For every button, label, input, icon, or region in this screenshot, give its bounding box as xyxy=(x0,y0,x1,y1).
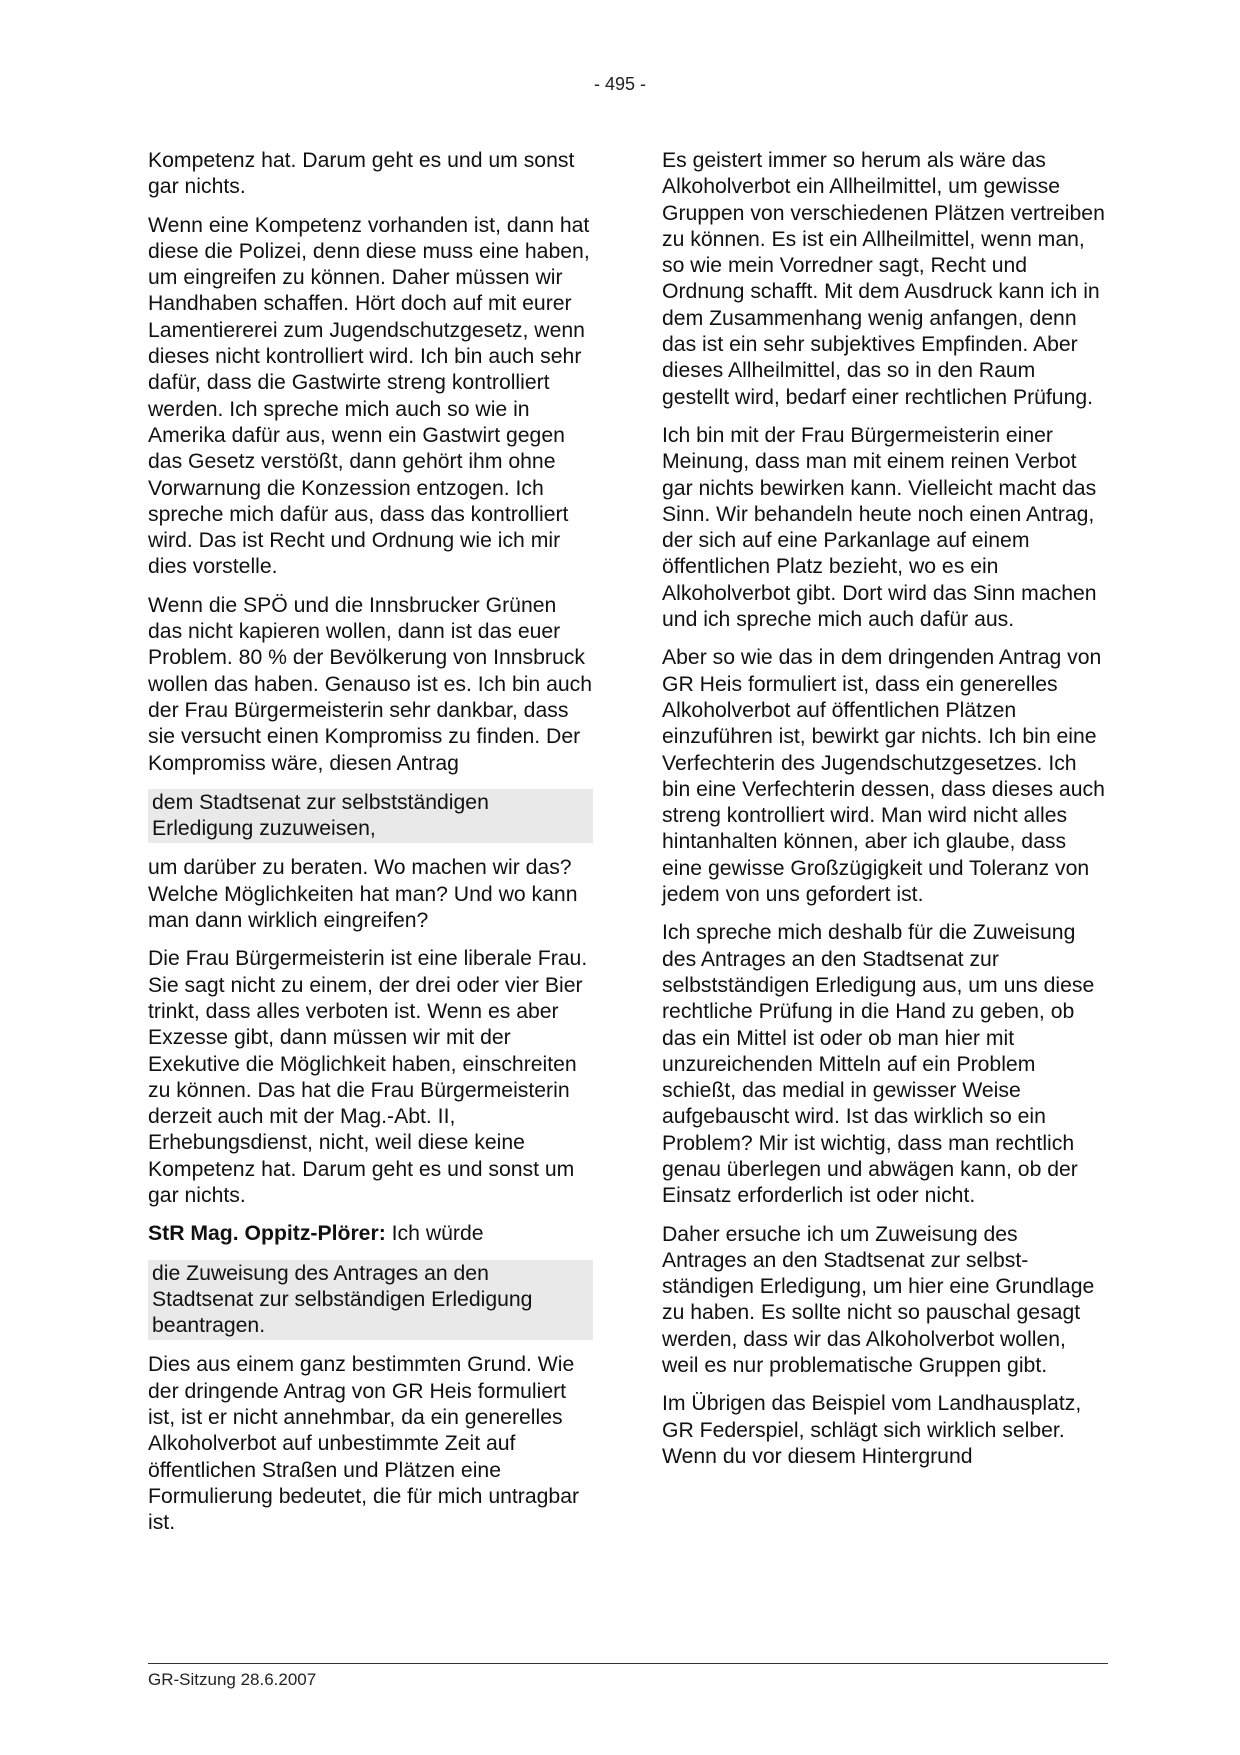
paragraph: Ich bin mit der Frau Bürgermeisterin einer Meinung, dass man mit einem reinen Verbot gar nichts bewirken kann. Vielleicht macht das Sinn. Wir behandeln heute noch einen Antrag, der sich auf eine Parkanlage auf einem öffentlichen Platz bezieht, wo es ein Alkoholverbot gibt. Dort wird das Sinn machen und ich spreche mich auch dafür aus. xyxy=(662,423,1097,632)
speaker-text: Ich würde xyxy=(385,1222,484,1246)
speaker-paragraph xyxy=(148,1221,593,1247)
paragraph: Dies aus einem ganz bestimmten Grund. Wie der dringende Antrag von GR Heis formuliert ist, ist er nicht annehmbar, da ein generelles Alkoholverbot auf unbestimmte Zeit auf öffentlichen Straßen und Plätzen eine Formulierung bedeutet, die für mich untragbar ist. xyxy=(148,1353,580,1535)
paragraph: Im Übrigen das Beispiel vom Landhausplatz, GR Federspiel, schlägt sich wirklich selber. Wenn du vor diesem Hintergrund xyxy=(662,1392,1082,1468)
paragraph: Es geistert immer so herum als wäre das Alkoholverbot ein Allheilmittel, um gewisse Gruppen von verschiedenen Plätzen vertreiben zu können. Es ist ein Allheilmittel, wenn man, so wie mein Vorredner sagt, Recht und Ordnung schafft. Mit dem Ausdruck kann ich in dem Zusammenhang wenig anfangen, denn das ist ein sehr subjektives Empfinden. Aber dieses Allheilmittel, das so in den Raum gestellt wird, bedarf einer rechtlichen Prüfung. xyxy=(662,149,1105,409)
paragraph: Ich spreche mich deshalb für die Zuweisung des Antrages an den Stadtsenat zur selbstständigen Erledigung aus, um uns diese rechtliche Prüfung in die Hand zu geben, ob das ein Mittel ist oder ob man hier mit unzureichenden Mitteln auf ein Problem schießt, das medial in gewisser Weise aufgebauscht wird. Ist das wirklich so ein Problem? Mir ist wichtig, dass man rechtlich genau überlegen und abwägen kann, ob der Einsatz erforderlich ist oder nicht. xyxy=(662,921,1095,1208)
footer-divider xyxy=(148,1663,1108,1664)
paragraph: Daher ersuche ich um Zuweisung des Antrages an den Stadtsenat zur selbstständigen Erledigung, um hier eine Grundlage zu haben. Es sollte nicht so pauschal gesagt werden, dass wir das Alkoholverbot wollen, weil es nur problematische Gruppen gibt. xyxy=(662,1222,1095,1378)
footer-session-date: GR-Sitzung 28.6.2007 xyxy=(148,1670,317,1689)
paragraph: Wenn eine Kompetenz vorhanden ist, dann hat diese die Polizei, denn diese muss eine haben, um eingreifen zu können. Daher müssen wir Handhaben schaffen. Hört doch auf mit eurer Lamentiererei zum Jugendschutzgesetz, wenn dieses nicht kontrolliert wird. Ich bin auch sehr dafür, dass die Gastwirte streng kontrolliert werden. Ich spreche mich auch so wie in Amerika dafür aus, wenn ein Gastwirt gegen das Gesetz verstößt, dann gehört ihm ohne Vorwarnung die Konzession entzogen. Ich spreche mich dafür aus, dass das kontrolliert wird. Das ist Recht und Ordnung wie ich mir dies vorstelle. xyxy=(148,213,590,579)
page-number: - 495 - xyxy=(593,74,647,94)
paragraph: Kompetenz hat. Darum geht es und um sonst gar nichts. xyxy=(148,149,575,199)
paragraph: Wenn die SPÖ und die Innsbrucker Grünen das nicht kapieren wollen, dann ist das euer Problem. 80 % der Bevölkerung von Innsbruck wollen das haben. Genauso ist es. Ich bin auch der Frau Bürgermeisterin sehr dankbar, dass sie versucht einen Kompromiss zu finden. Der Kompromiss wäre, diesen Antrag xyxy=(148,593,593,775)
motion-highlight: dem Stadtsenat zur selbstständigen Erledigung zuzuweisen, xyxy=(148,789,593,844)
paragraph: um darüber zu beraten. Wo machen wir das? Welche Möglichkeiten hat man? Und wo kann man dann wirklich eingreifen? xyxy=(148,856,578,933)
paragraph: Aber so wie das in dem dringenden Antrag von GR Heis formuliert ist, dass ein generelles Alkoholverbot auf öffentlichen Plätzen einzuführen ist, bewirkt gar nichts. Ich bin eine Verfechterin des Jugendschutzgesetzes. Ich bin eine Verfechterin dessen, dass dieses auch streng kontrolliert wird. Man wird nicht alles hintanhalten können, aber ich glaube, dass eine gewisse Großzügigkeit und Toleranz von jedem von uns gefordert ist. xyxy=(662,646,1105,907)
paragraph: Die Frau Bürgermeisterin ist eine liberale Frau. Sie sagt nicht zu einem, der drei oder vier Bier trinkt, dass alles verboten ist. Wenn es aber Exzesse gibt, dann müssen wir mit der Exekutive die Möglichkeit haben, einschreiten zu können. Das hat die Frau Bürgermeisterin derzeit auch mit der Mag.-Abt. II, Erhebungsdienst, nicht, weil diese keine Kompetenz hat. Darum geht es und sonst um gar nichts. xyxy=(148,947,588,1207)
right-column xyxy=(662,148,1107,1482)
speaker-name: StR Mag. Oppitz-Plörer: xyxy=(148,1222,386,1246)
motion-highlight: die Zuweisung des Antrages an den Stadtsenat zur selbständigen Erledigung beantragen. xyxy=(148,1260,593,1341)
left-column xyxy=(148,148,593,1549)
